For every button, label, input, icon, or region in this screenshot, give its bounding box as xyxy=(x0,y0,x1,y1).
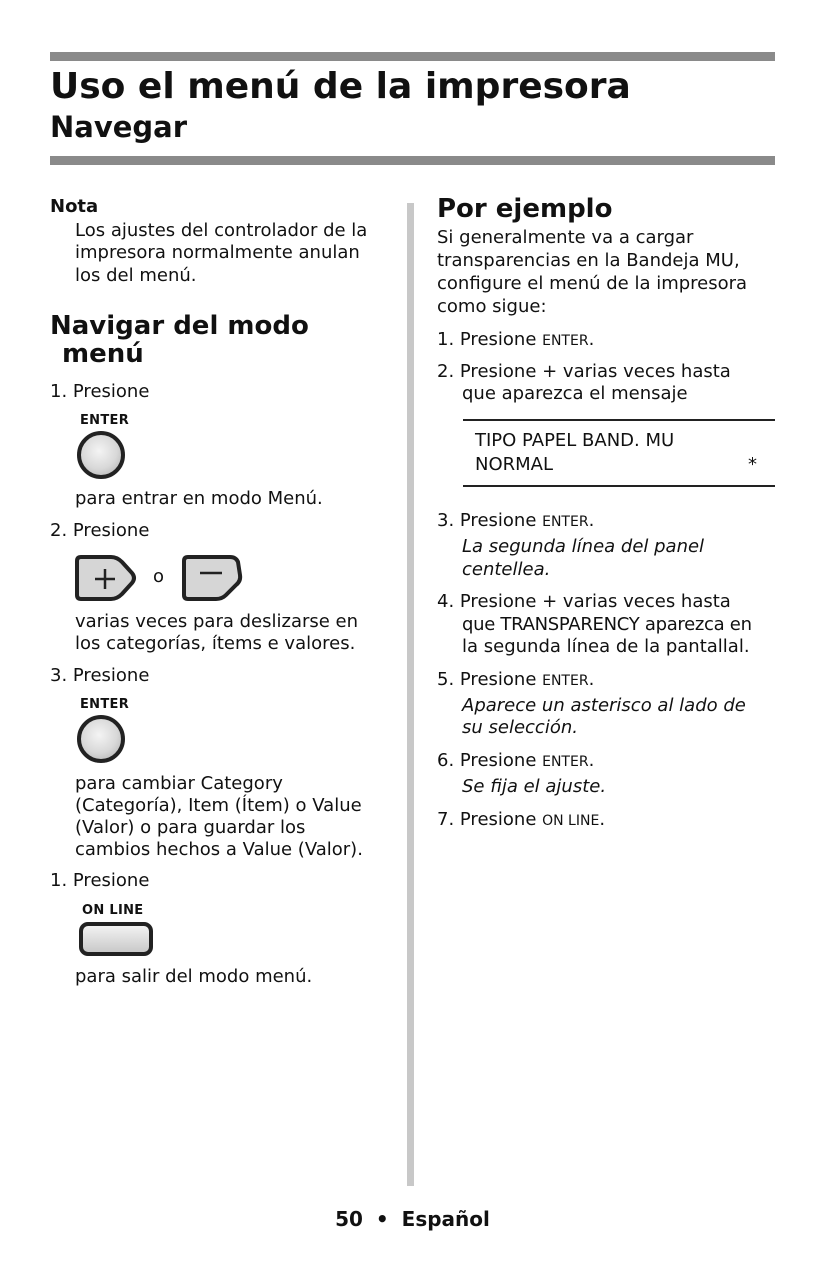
page-title: Uso el menú de la impresora xyxy=(50,66,631,107)
minus-button-icon xyxy=(180,553,244,603)
right-step-4-line-3: la segunda línea de la pantallal. xyxy=(462,636,750,657)
right-step-4-line-2: que TRANSPARENCY aparezca en xyxy=(462,614,752,635)
right-step-3: 3. Presione ENTER. xyxy=(437,510,595,531)
note-heading: Nota xyxy=(50,196,99,217)
footer-language: Español xyxy=(401,1207,490,1231)
footer-bullet: • xyxy=(375,1207,389,1231)
left-step-4-desc: para salir del modo menú. xyxy=(75,966,313,987)
display-asterisk: * xyxy=(748,454,757,475)
or-text: o xyxy=(153,566,165,587)
right-step-5: 5. Presione ENTER. xyxy=(437,669,595,690)
section-title-line-2: menú xyxy=(62,339,144,369)
intro-line-2: transparencias en la Bandeja MU, xyxy=(437,250,740,271)
right-step-3-note-1: La segunda línea del panel xyxy=(462,536,705,557)
right-step-6-note: Se fija el ajuste. xyxy=(462,776,607,797)
enter-button-label-2: ENTER xyxy=(80,697,130,712)
page-footer xyxy=(0,1207,825,1231)
display-line-1: TIPO PAPEL BAND. MU xyxy=(475,430,675,451)
online-button xyxy=(79,922,153,956)
right-step-3-note-2: centellea. xyxy=(462,559,551,580)
right-step-6: 6. Presione ENTER. xyxy=(437,750,595,771)
example-title: Por ejemplo xyxy=(437,194,613,224)
right-step-4-line-1: 4. Presione + varias veces hasta xyxy=(437,591,731,612)
note-line-1: Los ajustes del controlador de la xyxy=(75,220,368,241)
left-step-1-desc: para entrar en modo Menú. xyxy=(75,488,323,509)
online-button-label: ON LINE xyxy=(82,903,144,918)
enter-button xyxy=(77,431,125,479)
intro-line-4: como sigue: xyxy=(437,296,547,317)
display-top-rule xyxy=(463,419,775,421)
left-step-3-desc-1: para cambiar Category xyxy=(75,773,283,794)
page-number: 50 xyxy=(335,1207,363,1231)
display-line-2: NORMAL xyxy=(475,454,554,475)
intro-line-1: Si generalmente va a cargar xyxy=(437,227,694,248)
right-step-1: 1. Presione ENTER. xyxy=(437,329,595,350)
left-step-3-desc-3: (Valor) o para guardar los xyxy=(75,817,306,838)
page-subtitle: Navegar xyxy=(50,110,188,144)
display-bottom-rule xyxy=(463,485,775,487)
header-top-rule xyxy=(50,52,775,61)
note-line-3: los del menú. xyxy=(75,265,197,286)
left-step-2-desc-2: los categorías, ítems e valores. xyxy=(75,633,356,654)
left-step-3-desc-4: cambios hechos a Value (Valor). xyxy=(75,839,363,860)
left-step-3-desc-2: (Categoría), Item (Ítem) o Value xyxy=(75,795,362,816)
left-step-1: 1. Presione xyxy=(50,381,150,402)
left-step-2-desc-1: varias veces para deslizarse en xyxy=(75,611,359,632)
left-step-4: 1. Presione xyxy=(50,870,150,891)
left-step-2: 2. Presione xyxy=(50,520,150,541)
right-step-5-note-1: Aparece un asterisco al lado de xyxy=(462,695,746,716)
left-step-3: 3. Presione xyxy=(50,665,150,686)
right-step-5-note-2: su selección. xyxy=(462,717,578,738)
plus-button-icon xyxy=(75,553,137,603)
note-line-2: impresora normalmente anulan xyxy=(75,242,360,263)
intro-line-3: configure el menú de la impresora xyxy=(437,273,748,294)
right-step-2-line-2: que aparezca el mensaje xyxy=(462,383,688,404)
header-bottom-rule xyxy=(50,156,775,165)
column-divider xyxy=(407,203,414,1186)
right-step-2-line-1: 2. Presione + varias veces hasta xyxy=(437,361,731,382)
section-title-line-1: Navigar del modo xyxy=(50,311,309,341)
right-step-7: 7. Presione ON LINE. xyxy=(437,809,606,830)
enter-button-2 xyxy=(77,715,125,763)
enter-button-label: ENTER xyxy=(80,413,130,428)
